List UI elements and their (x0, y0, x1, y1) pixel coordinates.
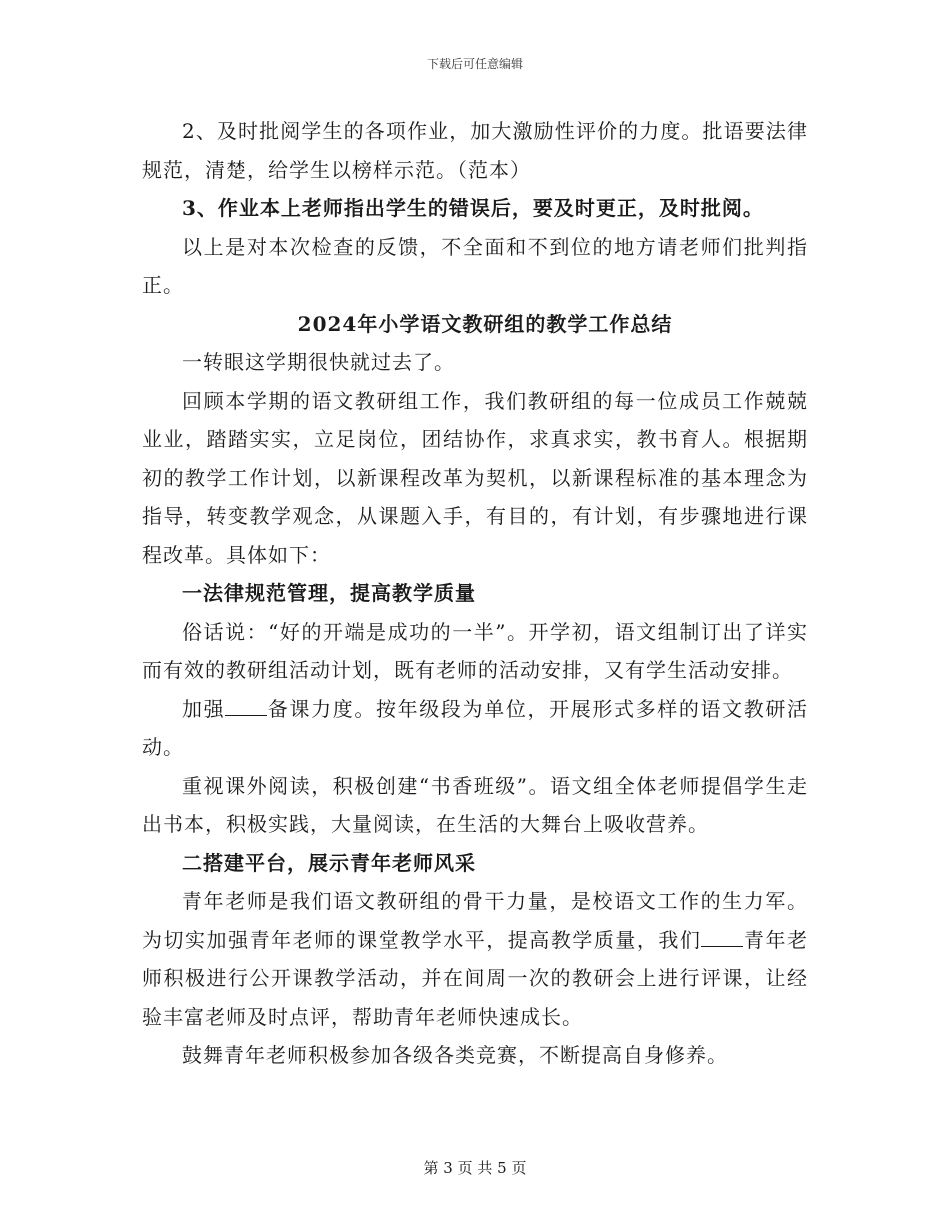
lesson-prep-text-start: 加强 (182, 696, 226, 721)
paragraph-young-teachers (142, 882, 808, 1036)
section-title: 2024年小学语文教研组的教学工作总结 (297, 311, 673, 336)
lesson-prep-text-end: 备课力度。按年级段为单位，开展形式多样的语文教研活动。 (142, 696, 809, 759)
paragraph-item-2: 2、及时批阅学生的各项作业，加大激励性评价的力度。批语要法律规范，清楚，给学生以榜样示范。（范本） (142, 119, 808, 182)
paragraph-intro: 一转眼这学期很快就过去了。 (182, 350, 455, 374)
paragraph-lesson-prep (142, 690, 808, 767)
young-teachers-text-end: 青年老师积极进行公开课教学活动，并在间周一次的教研会上进行评课，让经验丰富老师及时点评，帮助青年老师快速成长。 (142, 927, 809, 1029)
young-teachers-text-start: 青年老师是我们语文教研组的骨干力量，是校语文工作的生力军。为切实加强青年老师的课堂教学水平，提高教学质量，我们 (142, 889, 808, 952)
document-body (142, 112, 808, 1075)
header-note: 下载后可任意编辑 (426, 57, 523, 71)
paragraph-feedback-closing: 以上是对本次检查的反馈，不全面和不到位的地方请老师们批判指正。 (142, 234, 808, 297)
heading-platform: 二搭建平台，展示青年老师风采 (182, 850, 476, 875)
blank-line (225, 693, 267, 716)
paragraph-review: 回顾本学期的语文教研组工作，我们教研组的每一位成员工作兢兢业业，踏踏实实，立足岗位，团结协作，求真求实，教书育人。根据期初的教学工作计划，以新课程改革为契机，以新课程标准的基本理念为指导，转变教学观念，从课题入手，有目的，有计划，有步骤地进行课程改革。具体如下： (142, 388, 808, 567)
paragraph-item-3: 3、作业本上老师指出学生的错误后，要及时更正，及时批阅。 (182, 196, 764, 220)
paragraph-good-start: 俗话说：“好的开端是成功的一半”。开学初，语文组制订出了详实而有效的教研组活动计划，既有老师的活动安排，又有学生活动安排。 (142, 619, 808, 682)
page-number: 第 3 页 共 5 页 (423, 1159, 527, 1177)
blank-line (701, 924, 743, 947)
heading-management: 一法律规范管理，提高教学质量 (182, 581, 476, 605)
paragraph-reading: 重视课外阅读，积极创建“书香班级”。语文组全体老师提倡学生走出书本，积极实践，大量阅读，在生活的大舞台上吸收营养。 (142, 773, 808, 836)
paragraph-competitions: 鼓舞青年老师积极参加各级各类竞赛，不断提高自身修养。 (182, 1043, 728, 1067)
